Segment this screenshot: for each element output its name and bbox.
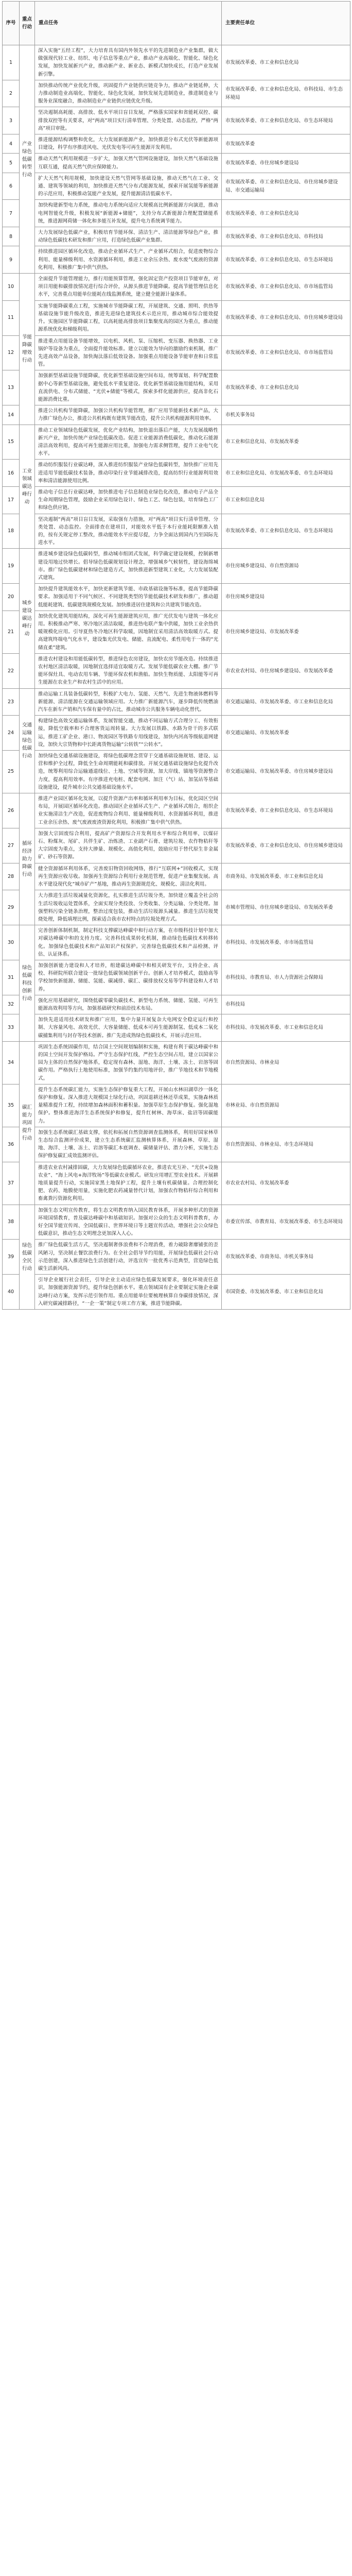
- task-cell: 推动工业领域绿色低碳发展，优化产业结构，加快退出落后产能，大力发展战略性新兴产业，加快传统产业绿色低碳改造。促进工业能源消费低碳化，推动化石能源清洁高效利用，提高可再生能源应用比重，加强电力需求侧管理，提升工业电气化水平。: [35, 425, 222, 460]
- responsible-dept-cell: 市工业和信息化局、市发展改革委: [222, 425, 350, 460]
- task-cell: 引导企业履行社会责任，引导企业主动适应绿色低碳发展要求，强化环境责任意识，加强能源资源节约，提升绿色创新水平。重点领域国有企业要制定实施企业碳达峰行动方案，发挥示范引领作用。重点用能单位要梳理核算自身碳排放情况，深入研究碳减排路径，“一企一策”制定专项工作方案，推进节能降碳。: [35, 1275, 222, 1310]
- table-row: [3, 486, 350, 514]
- responsible-dept-cell: 市工业和信息化局: [222, 486, 350, 514]
- table-row: [3, 134, 350, 154]
- task-cell: 大力推进生活垃圾减量化资源化，扎实推进生活垃圾分类，加快建立覆盖全社会的生活垃圾收运处置体系，全面实现分类投放、分类收集、分类运输、分类处理。加强塑料污染全链条治理，整治过度包装，推动生活垃圾源头减量。推进生活垃圾焚烧处理，降低填埋比例，探索适合我市农村特点的垃圾处理方式。: [35, 890, 222, 925]
- row-number: 6: [3, 173, 20, 200]
- row-number: 30: [3, 925, 20, 960]
- table-body: [3, 45, 350, 1310]
- row-number: 5: [3, 154, 20, 173]
- table-row: [3, 1162, 350, 1205]
- task-cell: 强化应用基础研究，围绕低碳零碳负碳技术、新型电力系统、储能、氢能、可再生能源高效利用等方向，加强基础研究和前沿技术布局。: [35, 995, 222, 1014]
- responsible-dept-cell: 市发展改革委、市工业和信息化局、市市场监管局: [222, 335, 350, 370]
- responsible-dept-cell: 市发展改革委、市工业和信息化局、市科技局、市生态环境局: [222, 80, 350, 107]
- table-row: [3, 925, 350, 960]
- table-row: [3, 688, 350, 716]
- table-header-row: [3, 2, 350, 45]
- table-row: [3, 584, 350, 611]
- responsible-dept-cell: 市住房城乡建设局: [222, 584, 350, 611]
- row-number: 20: [3, 584, 20, 611]
- responsible-dept-cell: 市科技局、市教育局、市人力资源社会保障局: [222, 960, 350, 995]
- task-cell: 大力发展绿色低碳产业，积极培育节能环保、清洁生产、清洁能源等绿色产业，推动绿色低碳技术研发和推广应用，打造绿色低碳产业集群。: [35, 227, 222, 246]
- responsible-dept-cell: 市发展改革委、市工业和信息化局、市生态环境局: [222, 514, 350, 549]
- table-row: [3, 173, 350, 200]
- row-number: 33: [3, 1014, 20, 1042]
- row-number: 36: [3, 1127, 20, 1162]
- row-number: 12: [3, 335, 20, 370]
- responsible-dept-cell: 市委宣传部、市教育局、市发展改革委、市生态环境局: [222, 1205, 350, 1240]
- task-cell: 深入实施“五经工程”，大力培育具有国内外领先水平的先进制造业产业集群，做大做强现代轻工业、纺织、电子信息等重点产业，推动产业高端化、智能化、绿色化发展，加快发展新兴产业，推动新产业、新业态、新模式加快成长，打造产业发展新引擎。: [35, 45, 222, 80]
- responsible-dept-cell: 市国资委、市发展改革委、市工业和信息化局: [222, 1275, 350, 1310]
- action-group-cell: 产业绿色低碳转型行动: [20, 45, 35, 274]
- task-cell: 健全资源循环利用体系，完善废旧物资回收网络，推行“互联网+”回收模式，实现再生资源应收尽收。加强再生资源综合利用行业规范管理，促进产业集聚发展。高水平建设现代化“城市矿产”基地，推动再生资源规范化、规模化、清洁化利用。: [35, 863, 222, 890]
- responsible-dept-cell: 市林业局、市自然资源局: [222, 1084, 350, 1127]
- task-cell: 加快先进适用技术研发和推广应用，集中力量开展复杂大电网安全稳定运行和控制、大容量风电、高效光伏、大容量储能、低成本可再生能源制氢、低成本二氧化碳捕集利用与封存等技术创新。推广先进成熟绿色低碳技术，开展示范应用。: [35, 1014, 222, 1042]
- row-number: 15: [3, 425, 20, 460]
- row-number: 4: [3, 134, 20, 154]
- task-cell: 加快绿色交通基础设施建设，将绿色低碳理念贯穿于交通基础设施规划、建设、运营和维护全过程，降低全生命周期能耗和碳排放。开展交通基础设施绿色化提升改造，统筹利用综合运输通道线位、土地、空域等资源，加大岸线、锚地等资源整合力度，提高利用效率。有序推进充电桩、配套电网、加注（气）站、加氢站等基础设施建设，提升城市公共交通基础设施水平。: [35, 751, 222, 793]
- table-row: [3, 300, 350, 335]
- task-cell: 推动天然气利用规模进一步扩大，加强天然气管网设施建设，加快天然气基础设施互联互通，提高天然气供应保障能力。: [35, 154, 222, 173]
- table-row: [3, 154, 350, 173]
- row-number: 13: [3, 370, 20, 405]
- task-cell: 加强生态文明宣传教育，将生态文明教育纳入国民教育体系，开展多种形式的资源环境国情教育，普及碳达峰碳中和基础知识。加强对公众的生态文明科普教育，办好全国节能宣传周、全国低碳日、世界环境日等主题宣传活动，增强社会公众绿色低碳意识，推动生态文明理念更加深入人心。: [35, 1205, 222, 1240]
- task-cell: 加强生态系统碳汇基础支撑，依托和拓展自然资源调查监测体系，利用好国家林草生态综合监测评价成果，建立生态系统碳汇监测核算体系，开展森林、草原、湿地、海洋、土壤、冻土、岩溶等碳汇本底调查、碳储量评估、潜力分析，实施生态保护修复碳汇成效监测评估。: [35, 1127, 222, 1162]
- task-cell: 加强大宗固废综合利用，提高矿产资源综合开发利用水平和综合利用率，以煤矸石、粉煤灰、尾矿、共伴生矿、冶炼渣、工业副产石膏、建筑垃圾、农作物秸秆等大宗固废为重点，支持大掺量、规模化、高值化利用，鼓励应用于替代原生非金属矿、砂石等资源。: [35, 828, 222, 863]
- table-row: [3, 80, 350, 107]
- responsible-dept-cell: 市科技局: [222, 995, 350, 1014]
- table-row: [3, 514, 350, 549]
- row-number: 37: [3, 1162, 20, 1205]
- responsible-dept-cell: 市科技局、市发展改革委、市市场监管局: [222, 925, 350, 960]
- table-row: [3, 45, 350, 80]
- responsible-dept-cell: 市机关事务局: [222, 405, 350, 425]
- table-row: [3, 960, 350, 995]
- responsible-dept-cell: 市城市管理局、市住房城乡建设局、市发展改革委: [222, 890, 350, 925]
- table-row: [3, 751, 350, 793]
- row-number: 14: [3, 405, 20, 425]
- task-cell: 推进农村建设和用能低碳转型，推进绿色农房建设，加快农房节能改造。持续推进农村地区清洁取暖，因地制宜选择适宜取暖方式。发展节能低碳农业大棚。推广节能环保灶具、电动农用车辆、节能环保农机和渔船。加快生物质能、太阳能等可再生能源在农业生产和农村生活中的应用。: [35, 653, 222, 688]
- header-dept: 主要责任单位: [222, 2, 350, 45]
- table-row: [3, 716, 350, 751]
- responsible-dept-cell: 市发展改革委: [222, 134, 350, 154]
- task-cell: 加强创新能力建设和人才培养，组建碳达峰碳中和相关研发平台，支持企业、高校、科研院所联合建设一批绿色低碳领域创新平台。创新人才培养模式，鼓励高等学校加快新能源、储能、氢能、碳减排、碳汇、碳排放权交易等学科建设和人才培养。: [35, 960, 222, 995]
- task-cell: 完善创新体制机制，制定科技支撑碳达峰碳中和行动方案，在市级科技计划中加大对碳达峰碳中和的支持力度。完善科技成果转化机制，推动绿色低碳技术转移转化。加强绿色低碳技术和产品知识产权保护。完善绿色低碳技术和产品检测、评估、认证体系。: [35, 925, 222, 960]
- header-task: 重点任务: [35, 2, 222, 45]
- responsible-dept-cell: 市发展改革委、市工业和信息化局: [222, 370, 350, 405]
- task-cell: 加快优化建筑用能结构，深化可再生能源建筑应用，推广光伏发电与建筑一体化应用。积极推动严寒、寒冷地区清洁取暖，推进热电联产集中供暖，加快工业余热供暖规模化应用。引导夏热冬冷地区科学取暖，因地制宜采用清洁高效取暖方式。提高建筑终端电气化水平，建设集光伏发电、储能、直流配电、柔性用电于一体的“光储直柔”建筑。: [35, 611, 222, 653]
- header-no: 序号: [3, 2, 20, 45]
- action-group-cell: 绿色低碳科技创新行动: [20, 925, 35, 1042]
- row-number: 17: [3, 486, 20, 514]
- task-cell: 坚决遏制“两高”项目盲目发展，采取强有力措施，对“两高”项目实行清单管理、分类处置、动态监控。全面排查在建项目，对能效水平低于本行业能耗限额准入值的，按有关规定停工整改，推动能效水平应提尽提，力争全面达到国内乃至国际先进水平。: [35, 514, 222, 549]
- table-row: [3, 1275, 350, 1310]
- responsible-dept-cell: 市自然资源局、市林业局: [222, 1041, 350, 1084]
- task-cell: 全面提升节能管理能力，推行用能预算管理，强化固定资产投资项目节能审查，对项目用能和碳排放情况进行综合评价，从源头推进节能降碳。提高节能管理信息化水平，完善重点用能单位能耗在线监测系统，建立健全能源计量体系。: [35, 274, 222, 301]
- action-group-cell: 循环经济助力降碳行动: [20, 793, 35, 925]
- row-number: 28: [3, 863, 20, 890]
- task-cell: 推进重点用能设备节能增效，以电机、风机、泵、压缩机、变压器、换热器、工业锅炉等设备为重点，全面提升能效标准。建立以能效为导向的激励约束机制，推广先进高效产品设备，加快淘汰落后低效设备。加强重点用能设备节能审查和日常监管。: [35, 335, 222, 370]
- row-number: 19: [3, 549, 20, 584]
- table-row: [3, 274, 350, 301]
- row-number: 32: [3, 995, 20, 1014]
- row-number: 10: [3, 274, 20, 301]
- table-row: [3, 653, 350, 688]
- task-cell: 实施节能降碳重点工程，实施城市节能降碳工程，开展建筑、交通、照明、供热等基础设施节能升级改造，推进先进绿色建筑技术示范应用，推动城市综合能效提升。实施园区节能降碳工程，以高耗能高排放项目集聚度高的园区为重点，推动能源系统优化和梯级利用。: [35, 300, 222, 335]
- responsible-dept-cell: 市住房城乡建设局、市自然资源局: [222, 549, 350, 584]
- task-cell: 持续推进园区循环化改造，推动企业循环式生产、产业循环式组合，促进废物综合利用、能量梯级利用、水资源循环利用，推进工业余压余热、废水废气废液的资源化利用，积极推广集中供气供热。: [35, 246, 222, 274]
- responsible-dept-cell: 市发展改革委、市工业和信息化局、市生态环境局: [222, 107, 350, 134]
- task-cell: 加快构建新型电力系统，推动电力系统向适应大规模高比例新能源方向演进，推动电网智能化升级，积极发展“新能源+储能”，支持分布式新能源合理配置储能系统，推进源网荷储一体化和多能互补发展，提升电力系统调节能力。: [35, 200, 222, 227]
- table-row: [3, 1014, 350, 1042]
- task-cell: 推动电子信息行业碳达峰，加快推进电子信息制造业绿色化改造，推动电子产品全生命周期绿色管理，鼓励企业采用绿色设计、绿色工艺、绿色包装，培育绿色工厂和绿色供应链。: [35, 486, 222, 514]
- responsible-dept-cell: 市发展改革委、市工业和信息化局、市生态环境局: [222, 246, 350, 274]
- task-cell: 构建绿色高效交通运输体系，发展智能交通，推动不同运输方式合理分工、有效衔接，降低空载率和不合理客货运周转量。大力发展以铁路、水路为骨干的多式联运，推进工矿企业、港口、物流园区等铁路专用线建设，加快内河高等级航道网建设，加快大宗货物和中长距离货物运输“公转铁”“公转水”。: [35, 716, 222, 751]
- responsible-dept-cell: 市发展改革委、市工业和信息化局、市住房城乡建设局、市交通运输局: [222, 173, 350, 200]
- row-number: 21: [3, 611, 20, 653]
- table-row: [3, 1240, 350, 1275]
- task-cell: 提升生态系统碳汇能力，实施生态保护修复重大工程，开展山水林田湖草沙一体化保护和修复。深入推进大规模国土绿化行动，巩固退耕还林还草成果，实施森林质量精准提升工程，持续增加森林面积和蓄积量。加强草原生态保护修复。强化湿地保护。整体推进海洋生态系统保护和修复，提升红树林、海草床、盐沼等固碳能力。: [35, 1084, 222, 1127]
- responsible-dept-cell: 市发展改革委、市商务局、市机关事务局: [222, 1240, 350, 1275]
- task-table: [2, 1, 350, 1310]
- task-cell: 推进能源结构调整和优化，大力发展新能源产业，加快推进分布式光伏等新能源项目建设，科学有序推进风电、光伏发电等可再生能源开发利用。: [35, 134, 222, 154]
- task-cell: 加强新型基础设施节能降碳，优化新型基础设施空间布局，统筹谋划、科学配置数据中心等新型基础设施，避免低水平重复建设。优化新型基础设施用能结构，采用直流供电、分布式储能、“光伏+储能”等模式，探索多样化能源供应，提高非化石能源消费比重。: [35, 370, 222, 405]
- responsible-dept-cell: 市发展改革委、市工业和信息化局、市住房城乡建设局: [222, 828, 350, 863]
- responsible-dept-cell: 市发展改革委、市工业和信息化局、市住房城乡建设局: [222, 300, 350, 335]
- row-number: 24: [3, 716, 20, 751]
- responsible-dept-cell: 市交通运输局、市发展改革委、市住房城乡建设局: [222, 751, 350, 793]
- responsible-dept-cell: 市农业农村局、市发展改革委: [222, 1162, 350, 1205]
- row-number: 27: [3, 828, 20, 863]
- table-row: [3, 890, 350, 925]
- table-row: [3, 227, 350, 246]
- task-cell: 推进公共机构节能降碳，加强公共机构节能管理，推广应用节能新技术新产品，大力推广绿色办公，推进公共机构既有建筑节能改造，提升公共机构能源利用效率。: [35, 405, 222, 425]
- action-group-cell: 工业领域碳达峰行动: [20, 425, 35, 549]
- task-cell: 巩固生态系统固碳作用，结合国土空间规划编制和实施，构建有利于碳达峰碳中和的国土空间开发保护格局。严守生态保护红线，严控生态空间占用，建立以国家公园为主体的自然保护地体系，稳定现有森林、湿地、海洋、土壤、冻土、岩溶等固碳作用。严格执行土地使用标准，加强节约集约用地评价，推广节地技术和节地模式。: [35, 1041, 222, 1084]
- responsible-dept-cell: 市住房城乡建设局、市发展改革委: [222, 611, 350, 653]
- row-number: 8: [3, 227, 20, 246]
- table-row: [3, 1205, 350, 1240]
- table-row: [3, 828, 350, 863]
- responsible-dept-cell: 市发展改革委、市工业和信息化局: [222, 45, 350, 80]
- task-cell: 扩大天然气利用规模，加快建设天然气管网等基础设施，推动天然气在工业、交通、建筑等领域的利用，加快推进天然气分布式能源发展，探索开展氢能等新能源的示范应用，积极推动氢能产业发展，提升能源清洁低碳水平。: [35, 173, 222, 200]
- task-cell: 推进产业园区循环化发展，以提升资源产出率和循环利用率为目标，优化园区空间布局，开展园区循环化改造。推动园区企业循环式生产、产业循环式组合，组织企业实施清洁生产改造，促进废物综合利用、能量梯级利用、水资源循环利用，推进工业余压余热、废气废液废渣资源化利用，积极推广集中供气供热。: [35, 793, 222, 828]
- task-cell: 推广绿色低碳生活方式，坚决遏制奢侈浪费和不合理消费，着力破除奢靡铺张的歪风陋习，坚决制止餐饮浪费行为。在全社会倡导节约用能，开展绿色低碳社会行动示范创建，深入推进绿色生活创建行动，评选宣传一批优秀示范典型，营造绿色低碳生活新风尚。: [35, 1240, 222, 1275]
- row-number: 22: [3, 653, 20, 688]
- row-number: 35: [3, 1084, 20, 1127]
- action-group-cell: 碳汇能力巩固提升行动: [20, 1041, 35, 1205]
- table-row: [3, 425, 350, 460]
- action-group-cell: 节能降碳增效行动: [20, 274, 35, 425]
- task-cell: 加快推动传统产业优化升级，巩固提升产业链供应链竞争力，推动产业链延伸，大力推动制造业高端化、智能化、绿色化发展，加快发展先进制造业，推进制造业与服务业深度融合，推动制造业产业链供应链优化升级。: [35, 80, 222, 107]
- responsible-dept-cell: 市发展改革委、市工业和信息化局、市科技局: [222, 227, 350, 246]
- responsible-dept-cell: 市发展改革委、市工业和信息化局、市市场监管局: [222, 274, 350, 301]
- responsible-dept-cell: 市自然资源局、市林业局、市生态环境局: [222, 1127, 350, 1162]
- table-row: [3, 335, 350, 370]
- action-group-cell: 绿色低碳全民行动: [20, 1205, 35, 1309]
- row-number: 39: [3, 1240, 20, 1275]
- table-row: [3, 246, 350, 274]
- responsible-dept-cell: 市交通运输局、市发展改革委: [222, 716, 350, 751]
- row-number: 38: [3, 1205, 20, 1240]
- table-row: [3, 405, 350, 425]
- table-row: [3, 793, 350, 828]
- table-row: [3, 200, 350, 227]
- row-number: 31: [3, 960, 20, 995]
- row-number: 16: [3, 460, 20, 487]
- task-cell: 推进城乡建设绿色低碳转型，推动城市组团式发展，科学确定建设规模，控制新增建设用地过快增长。倡导绿色低碳规划设计理念，增强城乡气候韧性，建设海绵城市。推广绿色低碳建材和绿色建造方式，加快推进新型建筑工业化，大力发展装配式建筑。: [35, 549, 222, 584]
- row-number: 9: [3, 246, 20, 274]
- task-cell: 坚决遏制高耗能、高排放、低水平项目盲目发展，严格落实国家和省能耗双控、碳排放双控等有关要求，对“两高”项目实行清单管理、分类处置、动态监控，严格“两高”项目审批。: [35, 107, 222, 134]
- responsible-dept-cell: 市发展改革委、市工业和信息化局、市生态环境局: [222, 793, 350, 828]
- row-number: 29: [3, 890, 20, 925]
- table-row: [3, 611, 350, 653]
- header-action: 重点行动: [20, 2, 35, 45]
- table-row: [3, 1084, 350, 1127]
- task-cell: 加快提升建筑能效水平，加快更新建筑节能、市政基础设施等标准，提高节能降碳要求。加强适用于不同气候区、不同建筑类型的节能低碳技术研发和推广，推动超低能耗建筑、低碳建筑规模化发展。加快推进居住建筑和公共建筑节能改造。: [35, 584, 222, 611]
- row-number: 2: [3, 80, 20, 107]
- row-number: 1: [3, 45, 20, 80]
- table-row: [3, 863, 350, 890]
- table-row: [3, 460, 350, 487]
- row-number: 18: [3, 514, 20, 549]
- task-cell: 推动运输工具装备低碳转型，积极扩大电力、氢能、天然气、先进生物液体燃料等新能源、清洁能源在交通运输领域应用。大力推广新能源汽车，逐步降低传统燃油汽车在新车产销和汽车保有量中的占比，推动城市公共服务车辆电动化替代。: [35, 688, 222, 716]
- row-number: 23: [3, 688, 20, 716]
- row-number: 34: [3, 1041, 20, 1084]
- action-group-cell: 城乡建设碳达峰行动: [20, 549, 35, 688]
- responsible-dept-cell: 市农业农村局、市住房城乡建设局、市发展改革委: [222, 653, 350, 688]
- responsible-dept-cell: 市科技局、市发展改革委、市工业和信息化局: [222, 1014, 350, 1042]
- row-number: 26: [3, 793, 20, 828]
- table-row: [3, 1127, 350, 1162]
- task-cell: 推进农业农村减排固碳，大力发展绿色低碳循环农业，推进农光互补、“光伏+设施农业”、“海上风电+海洋牧场”等低碳农业模式。研发应用增汇型农业技术。开展耕地质量提升行动，实施国家黑土地保护工程，提升土壤有机碳储量。合理控制化肥、农药、地膜使用量，实施化肥农药减量替代计划，加强农作物秸秆综合利用和畜禽粪污资源化利用。: [35, 1162, 222, 1205]
- responsible-dept-cell: 市交通运输局、市发展改革委、市工业和信息化局: [222, 688, 350, 716]
- table-row: [3, 107, 350, 134]
- row-number: 11: [3, 300, 20, 335]
- row-number: 25: [3, 751, 20, 793]
- row-number: 40: [3, 1275, 20, 1310]
- responsible-dept-cell: 市发展改革委、市工业和信息化局: [222, 200, 350, 227]
- row-number: 3: [3, 107, 20, 134]
- table-row: [3, 549, 350, 584]
- responsible-dept-cell: 市发展改革委、市住房城乡建设局: [222, 154, 350, 173]
- responsible-dept-cell: 市商务局、市发展改革委、市工业和信息化局: [222, 863, 350, 890]
- row-number: 7: [3, 200, 20, 227]
- table-row: [3, 370, 350, 405]
- action-group-cell: 交通运输绿色低碳行动: [20, 688, 35, 793]
- task-cell: 推动纺织服装行业碳达峰，深入推进纺织服装产业绿色低碳转型，加快推广应用先进适用节能低碳技术装备，推动印染行业节能减排改造，提高纺织行业能源利用效率和清洁能源使用比例。: [35, 460, 222, 487]
- table-row: [3, 995, 350, 1014]
- table-row: [3, 1041, 350, 1084]
- responsible-dept-cell: 市工业和信息化局、市发展改革委、市生态环境局: [222, 460, 350, 487]
